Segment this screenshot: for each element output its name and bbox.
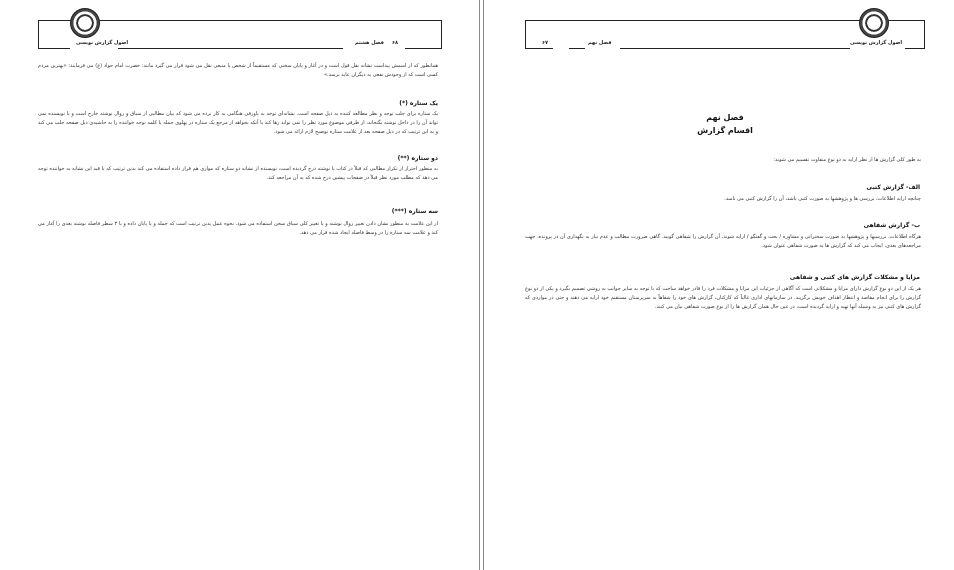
chapter-subtitle: اقسام گزارش	[697, 126, 753, 135]
section-text: هرگاه اطلاعات، بررسیها و پژوهشها به صورت سخنرانی و مشاوره / بحث و گفتگو / ارایه شوند، آن گزارش را شفاهی گویند. گاهی ضرورت مطالب و عدم نیاز به نگهداری آن در پرونده، جهت مراجعه‌های بعدی، ایجاب می کند که گزارش ها به صورت شفاهی عنوان شود.	[525, 234, 921, 249]
header-chapter-label: فصل نهم	[588, 40, 612, 46]
page-gutter	[478, 0, 485, 570]
header-rule	[569, 48, 585, 49]
section-text: هر یک از این دو نوع گزارش دارای مزایا و مشکلاتی است که آگاهی از جزئیات این مزایا و مشکلات فرد را قادر خواهد ساخت که با توجه به سایر جوانب به روشی تصمیم بگیرد و یکی از دو نوع گزارش را برای انجام مقاصد و انتظار اهداف خویش برگزیند. در سازمانهای اداری غالباً که کارکنان، گزارش های خود را شفاهاً به سرپرستان مستقیم خود ارایه می دهند و حتی در مواردی که گزارش های کتبی نیز به وسیله آنها تهیه و ارایه گردیده است، در عین حال همان گزارش ها را از نوع صورت شفاهی بیان می کنند.	[525, 286, 921, 310]
section-heading: سه ستاره (***)	[391, 208, 438, 215]
section-heading: مزایا و مشکلات گزارش های کتبی و شفاهی	[789, 274, 920, 281]
emblem-seal-icon	[70, 8, 100, 38]
header-rule	[405, 48, 442, 49]
header-page-number: ۶۸	[392, 40, 399, 46]
intro-paragraph: همانطور که از اسمش پیداست نشانه نقل قول است و در آغاز و پایان سخنی که مستقیماً از شخص یا منبعی نقل می شود قرار می گیرد مانند: حضرت امام جواد (ع) می فرمایند: «بهترین مردم کسی است که از وجودش نفعی به دیگران عاید برسد.»	[38, 63, 438, 78]
header-rule	[118, 48, 343, 49]
header-rule	[620, 48, 850, 49]
chapter-intro: به طور کلی گزارش ها از نظر ارایه به دو نوع متفاوت تقسیم می شوند:	[773, 157, 921, 163]
right-page	[485, 0, 954, 570]
header-book-title: اصول گزارش نویسی	[76, 40, 129, 46]
section-text: از این علامت به منظور نشان دادن تغییر روال نوشته و یا تغییر کلی سیاق سخن استفاده می شود. نحوه عمل بدین ترتیب است که جمله و یا پایان داده و با ۳ سطر فاصله نوشته بعدی را آغاز می کند و علامت سه ستاره را در وسط فاصله ایجاد شده قرار می دهد.	[38, 221, 438, 236]
header-chapter-label: فصل هشتم	[355, 40, 384, 46]
section-text: چنانچه ارایه اطلاعات، بررسی ها و پژوهشها به صورت کتبی باشد، آن را گزارش کتبی می نامند.	[724, 196, 921, 202]
header-rule	[38, 48, 70, 49]
section-heading: الف- گزارش کتبی	[866, 184, 920, 191]
header-rule	[525, 48, 553, 49]
header-rule	[905, 48, 925, 49]
section-heading: یک ستاره (*)	[399, 100, 438, 107]
section-text: به منظور احتراز از تکرار مطالبی که قبلاً در کتاب یا نوشته درج گردیده است، نویسنده از نشانه دو ستاره که موازی هم قرار داده استفاده می کند بدین ترتیب که با قید این نشانه به خواننده توجه می دهد که مطلب مورد نظر قبلاً در صفحات پیشین درج شده که به آن مراجعه کند.	[38, 166, 438, 181]
emblem-seal-icon	[859, 8, 889, 38]
chapter-title: فصل نهم	[706, 113, 744, 122]
section-heading: دو ستاره (**)	[397, 155, 438, 162]
header-page-number: ۶۷	[542, 40, 549, 46]
header-book-title: اصول گزارش نویسی	[850, 40, 903, 46]
section-text: یک ستاره برای جلب توجه و نظر مطالعه کننده به ذیل صفحه است. نشانه‌ای توجه به پاورقی هنگامی به کار برده می شود که بیان مطالبی از سیاق و روال نوشته خارج است و یا نویسنده نمی تواند آن را در داخل نوشته بگنجاند، از طرفی موضوع مورد نظر را نمی تواند رها کند یا آنکه بخواهد از مرجع یک ستاره در پهلوی جمله یا کلمه توجه خواننده را به حاشیه‌ی ذیل صفحه جلب می کند و به این ترتیب که در ذیل صفحه بعد از علامت ستاره توضیح لازم ارائه می شود.	[38, 111, 438, 135]
section-heading: ب- گزارش شفاهی	[863, 222, 920, 229]
